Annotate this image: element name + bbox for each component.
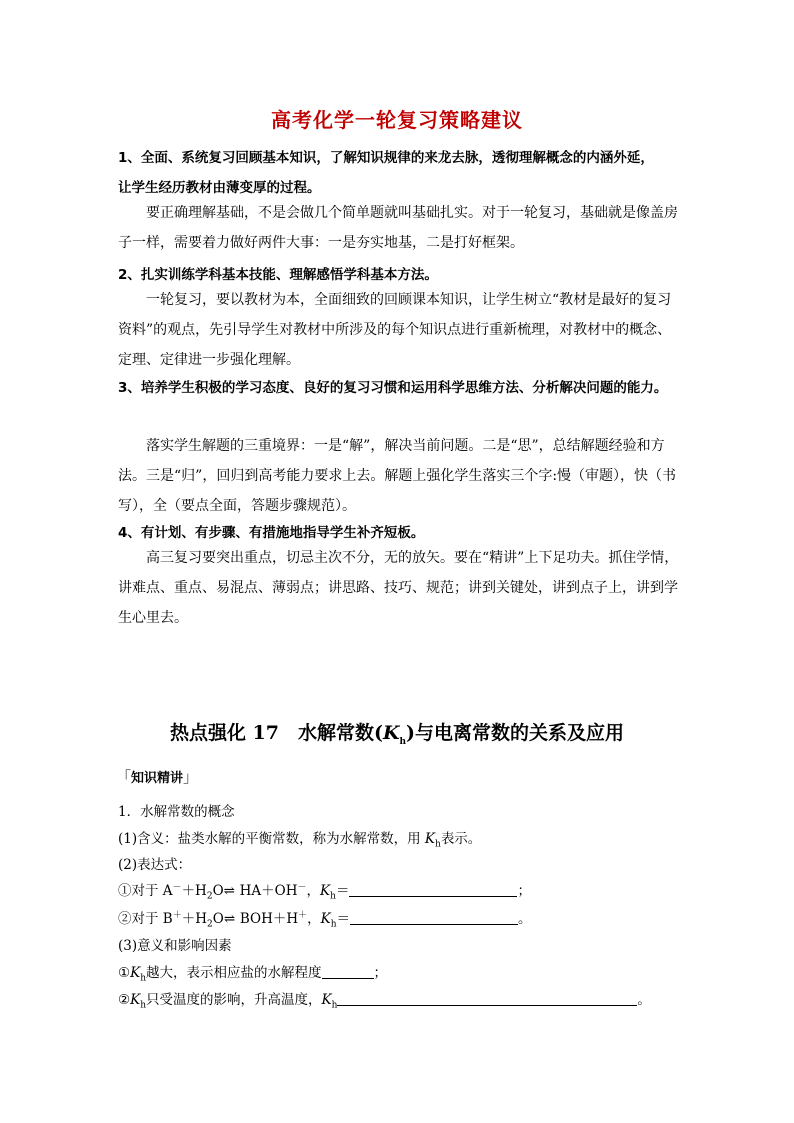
answer-blank[interactable]: [349, 882, 517, 897]
text: ①: [118, 965, 131, 981]
equilibrium-arrow-icon: ⇌: [223, 883, 235, 899]
answer-blank[interactable]: [322, 964, 374, 979]
bracket-open: 「: [116, 768, 132, 786]
section-title-text: 热点强化 17 水解常数(: [169, 722, 383, 744]
equation-1: [118, 879, 531, 902]
text: ＋H: [181, 911, 208, 927]
text: ，: [307, 911, 321, 927]
symbol-k: K: [320, 883, 331, 899]
equation-2: [118, 907, 532, 930]
text: ①对于 A: [118, 883, 173, 899]
section-3-paragraph: [118, 431, 683, 521]
text: ②: [118, 992, 131, 1008]
paragraph-line: 资料”的观点，先引导学生对教材中所涉及的每个知识点进行重新梳理，对教材中的概念、: [118, 322, 672, 338]
section-2-heading: 2、扎实训练学科基本技能、理解感悟学科基本方法。: [118, 267, 438, 283]
paragraph-line: 生心里去。: [118, 610, 188, 626]
item-1-2-expression: (2)表达式：: [118, 857, 192, 873]
text: 。: [518, 911, 532, 927]
text: ＋H: [181, 883, 207, 899]
subscript: 2: [207, 919, 213, 930]
text: ；: [517, 883, 531, 899]
meaning-2: [118, 988, 651, 1011]
section-3-heading: 3、培养学生积极的学习态度、良好的复习习惯和运用科学思维方法、分析解决问题的能力。: [118, 380, 668, 396]
answer-blank[interactable]: [350, 910, 518, 925]
page-title: 高考化学一轮复习策略建议: [271, 108, 523, 132]
superscript: ＋: [298, 910, 308, 921]
bracket-close: 」: [183, 768, 199, 786]
subscript: h: [140, 1000, 146, 1011]
section-1-heading-line-2: 让学生经历教材由薄变厚的过程。: [118, 180, 321, 196]
text: BOH＋H: [239, 911, 299, 927]
section-1-heading-line-1: 1、全面、系统复习回顾基本知识，了解知识规律的来龙去脉，透彻理解概念的内涵外延，: [118, 150, 654, 166]
symbol-k: K: [424, 831, 436, 847]
text: ②对于 B: [118, 911, 173, 927]
symbol-k: K: [130, 992, 141, 1008]
subscript: 2: [206, 891, 213, 902]
paragraph-line: 一轮复习，要以教材为本，全面细致的回顾课本知识，让学生树立“教材是最好的复习: [146, 292, 672, 308]
section-title: [0, 718, 794, 747]
text: (1)含义：盐类水解的平衡常数，称为水解常数，用: [118, 831, 425, 847]
text: 表示。: [440, 831, 482, 847]
subscript: h: [330, 891, 336, 902]
superscript: －: [172, 882, 182, 893]
paragraph-line: 法。三是“归”，回归到高考能力要求上去。解题上强化学生落实三个字:慢（审题），快（书: [118, 468, 677, 484]
text: ＝: [336, 911, 351, 927]
knowledge-tag: [116, 766, 198, 787]
paragraph-line: 要正确理解基础，不是会做几个简单题就叫基础扎实。对于一轮复习，基础就是像盖房: [146, 205, 678, 221]
paragraph-line: 定理、定律进一步强化理解。: [118, 352, 300, 368]
text: 。: [637, 992, 651, 1008]
subscript: h: [435, 839, 441, 850]
section-title-text: )与电离常数的关系及应用: [406, 722, 625, 744]
text: ＝: [335, 883, 350, 899]
section-2-paragraph: [118, 285, 683, 375]
paragraph-line: 子一样，需要着力做好两件大事：一是夯实地基，二是打好框架。: [118, 235, 524, 251]
symbol-k: K: [321, 992, 332, 1008]
section-4-paragraph: [118, 543, 683, 633]
meaning-1: [118, 961, 387, 984]
subscript: h: [330, 919, 337, 930]
symbol-k: K: [382, 722, 400, 744]
paragraph-line: 落实学生解题的三重境界：一是“解”，解决当前问题。二是“思”，总结解题经验和方: [146, 438, 665, 454]
item-1-1-definition: [118, 827, 481, 850]
item-1-title: 1．水解常数的概念: [118, 804, 235, 820]
subscript: h: [399, 736, 407, 747]
text: O: [212, 883, 224, 899]
subscript: h: [331, 1000, 338, 1011]
subscript: h: [140, 973, 146, 984]
answer-blank[interactable]: [337, 991, 637, 1006]
superscript: ＋: [172, 910, 182, 921]
text: HA＋OH: [239, 883, 298, 899]
text: 只受温度的影响，升高温度，: [146, 992, 322, 1008]
tag-label: 知识精讲: [131, 771, 184, 786]
section-1-paragraph: [118, 198, 683, 258]
text: ，: [306, 883, 321, 899]
paragraph-line: 高三复习要突出重点，切忌主次不分，无的放矢。要在“精讲”上下足功夫。抓住学情，: [146, 550, 679, 566]
symbol-k: K: [130, 965, 141, 981]
text: ；: [373, 965, 387, 981]
equilibrium-arrow-icon: ⇌: [223, 911, 236, 927]
text: 越大，表示相应盐的水解程度: [146, 965, 322, 981]
text: O: [212, 911, 224, 927]
paragraph-line: 写），全（要点全面，答题步骤规范）。: [118, 498, 356, 514]
superscript: －: [297, 882, 307, 893]
symbol-k: K: [320, 911, 331, 927]
section-4-heading: 4、有计划、有步骤、有措施地指导学生补齐短板。: [118, 525, 425, 541]
paragraph-line: 讲难点、重点、易混点、薄弱点；讲思路、技巧、规范；讲到关键处，讲到点子上，讲到学: [118, 580, 678, 596]
item-1-3-meaning: (3)意义和影响因素: [118, 938, 232, 954]
